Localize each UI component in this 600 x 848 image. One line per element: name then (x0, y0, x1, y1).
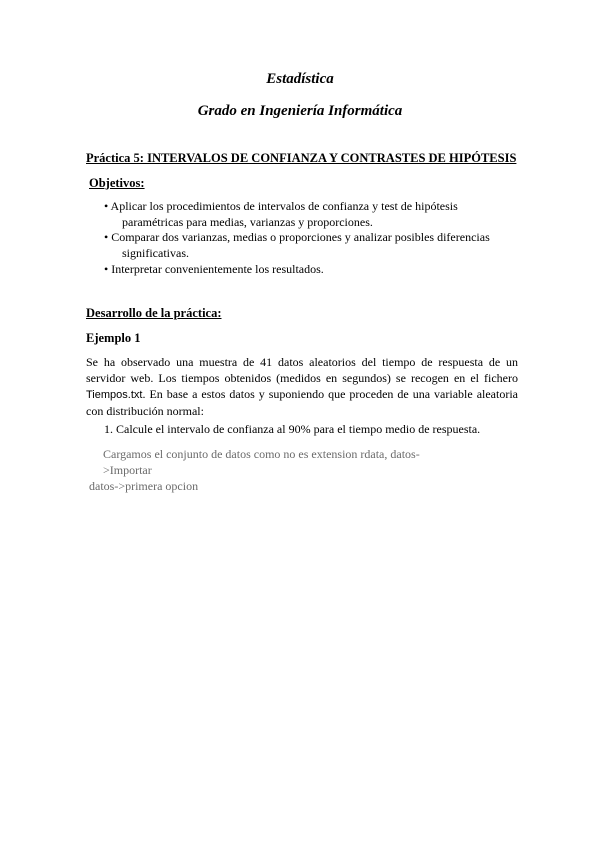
question-1: 1. Calcule el intervalo de confianza al 90% para el tiempo medio de respuesta. (104, 422, 481, 436)
example-title: Ejemplo 1 (86, 331, 141, 345)
document-subtitle: Grado en Ingeniería Informática (197, 103, 403, 119)
answer-note-line: datos->primera opcion (89, 479, 199, 493)
objective-item (104, 198, 484, 230)
answer-note-line: Cargamos el conjunto de datos como no es extension rdata, datos->Importar (103, 447, 420, 477)
objective-item-line: • Interpretar convenientemente los resultados. (104, 262, 324, 276)
practice-title: Práctica 5: INTERVALOS DE CONFIANZA Y CONTRASTES DE HIPÓTESIS (86, 151, 517, 165)
objective-item-line: significativas. (122, 246, 189, 260)
objective-item-line: paramétricas para medias, varianzas y proporciones. (122, 215, 373, 229)
objective-item (104, 261, 484, 277)
file-name: Tiempos.txt (86, 389, 143, 401)
answer-note (89, 446, 429, 494)
objective-item-line: • Comparar dos varianzas, medias o proporciones y analizar posibles diferencias (104, 230, 490, 244)
development-heading: Desarrollo de la práctica: (86, 306, 222, 320)
example-paragraph (86, 354, 518, 419)
document-title: Estadística (266, 71, 334, 87)
objectives-heading: Objetivos: (89, 176, 145, 190)
paragraph-text: Se ha observado una muestra de 41 datos aleatorios del tiempo de respuesta de un servidor web. Los tiempos obtenidos (medidos en segundos) se recogen en el fichero (86, 355, 518, 385)
paragraph-text: . En base a estos datos y suponiendo que proceden de una variable aleatoria con distribución normal: (86, 387, 518, 418)
objective-item-line: • Aplicar los procedimientos de intervalos de confianza y test de hipótesis (104, 199, 458, 213)
objective-item (104, 229, 504, 261)
